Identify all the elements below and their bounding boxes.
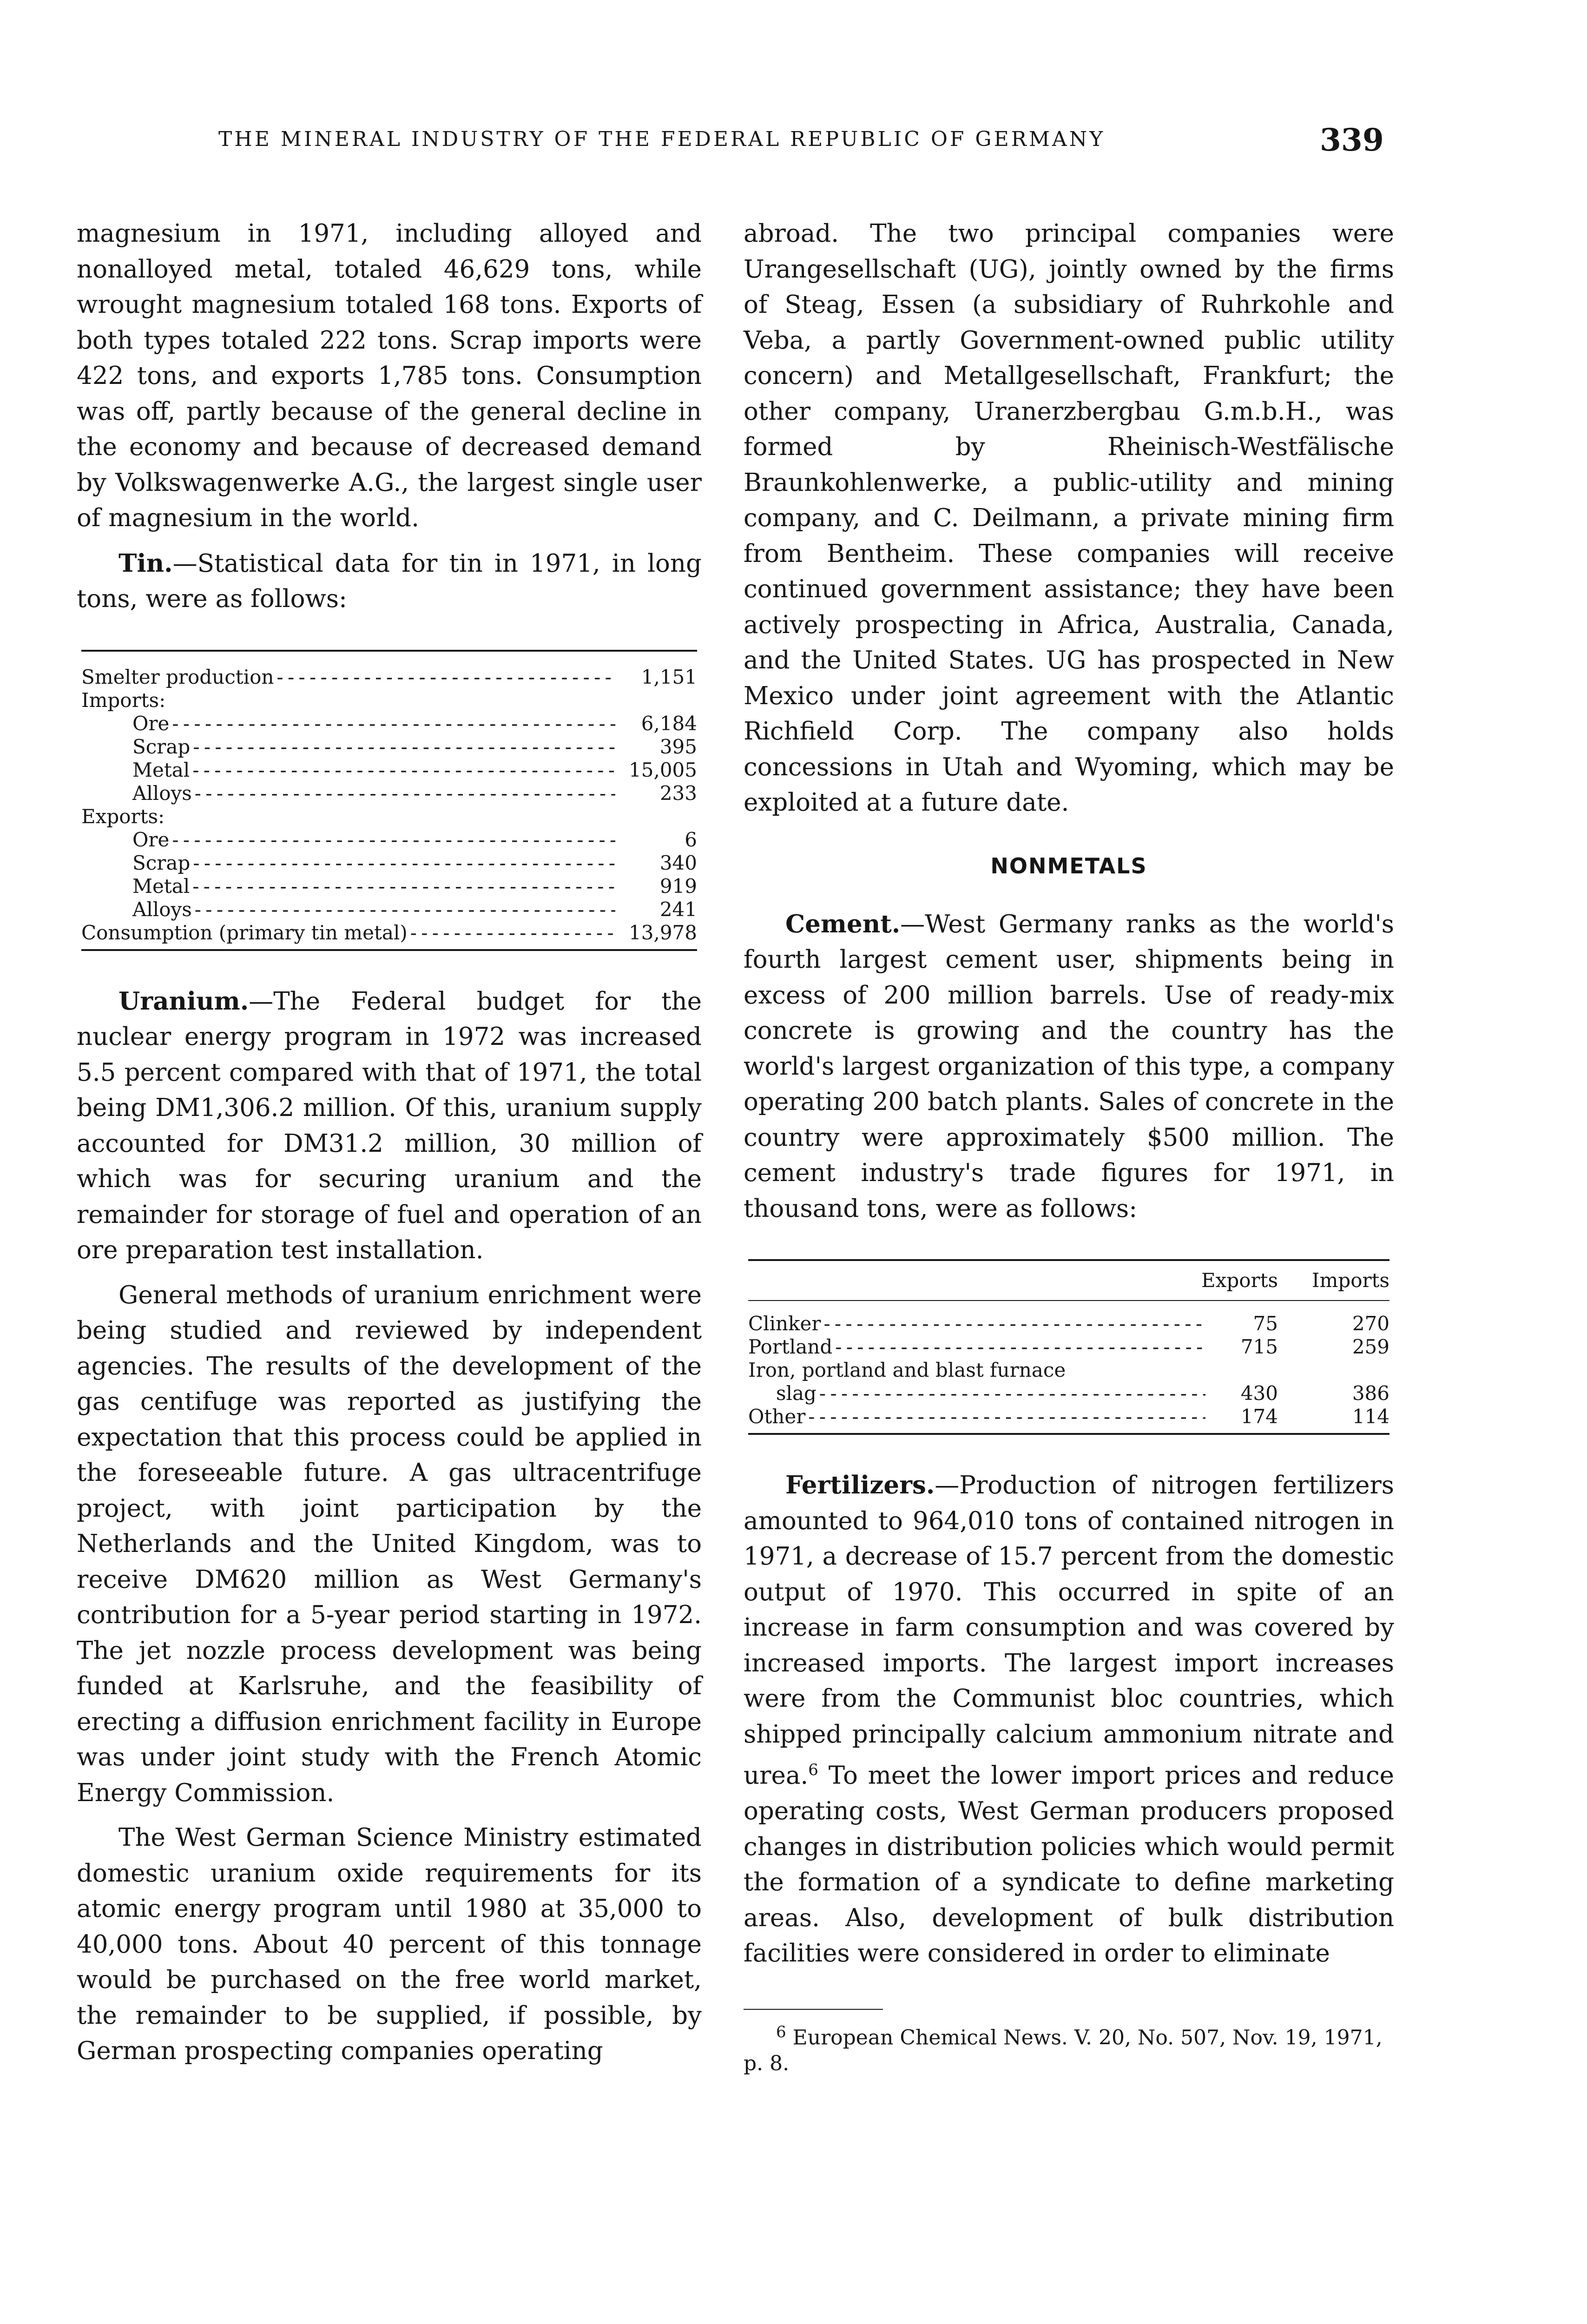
row-label: Clinker (748, 1312, 821, 1335)
exports-group-label: Exports: (81, 805, 165, 828)
leader-dots (192, 875, 615, 898)
table-row (77, 921, 702, 944)
leader-dots (277, 666, 615, 689)
row-label: Ore (132, 828, 170, 851)
paragraph-enrichment: General methods of uranium enrichment were being studied and reviewed by independent agencies. The results of the development of the gas centifuge was reported as justifying the expectation that this process could be applied in the foreseeable future. A gas ultracentrifuge project, with joint participation by the Netherlands and the United Kingdom, was to receive DM620 million as West Germany's contribution for a 5-year period starting in 1972. The jet nozzle process development was being funded at Karlsruhe, and the feasibility of erecting a diffusion enrichment facility in Europe was under joint study with the French Atomic Energy Commission. (77, 1281, 702, 1807)
paragraph-abroad: abroad. The two principal companies were Urangesellschaft (UG), jointly owned by the firms of Steag, Essen (a subsidiary of Ruhrkohle and Veba, a partly Government-owned public utility concern) and Metallgesellschaft, Frankfurt; the other company, Uranerzbergbau G.m.b.H., was formed by Rheinisch-Westfälische Braunkohlenwerke, a public-utility and mining company, and C. Deilmann, a private mining firm from Bentheim. These companies will receive continued government assistance; they have been actively prospecting in Africa, Australia, Canada, and the United States. UG has prospected in New Mexico under joint agreement with the Atlantic Richfield Corp. The company also holds concessions in Utah and Wyoming, which may be exploited at a future date. (744, 219, 1394, 817)
paragraph-science-ministry: The West German Science Ministry estimated domestic uranium oxide requirements for its atomic energy program until 1980 at 35,000 to 40,000 tons. About 40 percent of this tonnage would be purchased on the free world market, the remainder to be supplied, if possible, by German prospecting companies operating (77, 1823, 702, 2065)
footnote-text: European Chemical News. V. 20, No. 507, Nov. 19, 1971, p. 8. (744, 2026, 1383, 2076)
imports-group-label: Imports: (81, 688, 166, 712)
column-header-exports: Exports (1201, 1269, 1278, 1292)
leader-dots (195, 898, 615, 921)
row-label: Other (748, 1405, 806, 1428)
row-label: Metal (132, 758, 190, 781)
row-value: 1,151 (641, 665, 697, 688)
tin-text: —Statistical data for tin in 1971, in long tons, were as follows: (77, 549, 702, 613)
uranium-text: —The Federal budget for the nuclear energy program in 1972 was increased 5.5 percent compared with that of 1971, the total being DM1,306.2 million. Of this, uranium supply accounted for DM31.2 million, 30 million of which was for securing uranium and the remainder for storage of fuel and operation of an ore preparation test installation. (77, 987, 702, 1264)
footnote (744, 2019, 1394, 2077)
row-label: Ore (132, 712, 170, 735)
table-row (77, 875, 702, 898)
row-value: 340 (659, 851, 697, 874)
table-header (744, 1261, 1394, 1300)
table-row (744, 1312, 1394, 1335)
row-label: Scrap (132, 735, 191, 758)
paragraph-cement (744, 906, 1394, 1227)
cement-trade-table (744, 1259, 1394, 1435)
leader-dots (193, 735, 615, 759)
row-label: Iron, portland and blast furnace (748, 1359, 1066, 1381)
row-exports: 174 (1240, 1405, 1278, 1428)
row-label: Alloys (132, 781, 192, 805)
table-row (77, 735, 702, 759)
leader-dots (193, 852, 615, 875)
leader-dots (835, 1335, 1205, 1359)
leader-dots (195, 782, 615, 805)
leader-dots (172, 828, 615, 852)
row-exports: 715 (1240, 1335, 1278, 1358)
row-label: Portland (748, 1335, 833, 1358)
row-value: 241 (659, 898, 697, 921)
table-row (77, 759, 702, 782)
leader-dots (410, 921, 615, 944)
row-value: 233 (659, 781, 697, 805)
row-imports: 114 (1352, 1405, 1389, 1428)
leader-dots (819, 1382, 1205, 1405)
row-value: 919 (659, 874, 697, 898)
footnote-mark: 6 (776, 2022, 786, 2041)
table-row (77, 712, 702, 735)
row-imports: 386 (1352, 1382, 1389, 1405)
table-row (77, 898, 702, 921)
leader-dots (172, 712, 615, 735)
table-row (744, 1405, 1394, 1428)
row-label: Smelter production (81, 665, 274, 688)
paragraph-magnesium: magnesium in 1971, including alloyed and nonalloyed metal, totaled 46,629 tons, while wrought magnesium totaled 168 tons. Exports of both types totaled 222 tons. Scrap imports were 422 tons, and exports 1,785 tons. Consumption was off, partly because of the general decline in the economy and because of decreased demand by Volkswagenwerke A.G., the largest single user of magnesium in the world. (77, 219, 702, 532)
cement-runin-heading: Cement. (785, 909, 901, 938)
section-heading-nonmetals: NONMETALS (990, 853, 1147, 878)
tin-statistics-table (77, 650, 702, 951)
leader-dots (808, 1405, 1205, 1428)
fertilizers-text-continued: To meet the lower import prices and reduce operating costs, West German producers proposed changes in distribution policies which would permit the formation of a syndicate to define marketing areas. Also, development of bulk distribution facilities were considered in order to eliminate (744, 1761, 1394, 1968)
row-label: slag (776, 1382, 817, 1405)
footnote-reference: 6 (808, 1761, 818, 1779)
row-imports: 259 (1352, 1335, 1389, 1358)
table-row (744, 1335, 1394, 1359)
row-imports: 270 (1352, 1312, 1389, 1335)
table-row (744, 1382, 1394, 1405)
paragraph-fertilizers (744, 1467, 1394, 1972)
row-label: Scrap (132, 851, 191, 874)
row-value: 395 (659, 735, 697, 758)
paragraph-tin (77, 546, 702, 617)
uranium-runin-heading: Uranium. (119, 986, 249, 1016)
footnote-divider (744, 2009, 883, 2010)
table-row (77, 852, 702, 875)
row-label: Metal (132, 874, 190, 898)
row-value: 6,184 (641, 712, 697, 735)
row-value: 13,978 (629, 921, 697, 944)
page-number: 339 (1320, 122, 1384, 158)
leader-dots (192, 759, 615, 782)
table-row (77, 666, 702, 689)
row-label: Consumption (primary tin metal) (81, 921, 408, 944)
cement-text: —West Germany ranks as the world's fourth largest cement user, shipments being in excess of 200 million barrels. Use of ready-mix concrete is growing and the country has the world's largest organization of this type, a company operating 200 batch plants. Sales of concrete in the country were approximately $500 million. The cement industry's trade figures for 1971, in thousand tons, were as follows: (744, 910, 1394, 1223)
row-exports: 75 (1253, 1312, 1278, 1335)
table-rule (748, 1433, 1389, 1435)
table-rule (81, 949, 697, 951)
row-label: Alloys (132, 898, 192, 921)
leader-dots (823, 1312, 1205, 1335)
table-row (77, 782, 702, 805)
fertilizers-runin-heading: Fertilizers. (785, 1471, 935, 1499)
left-column (77, 216, 702, 2069)
row-value: 6 (685, 828, 697, 851)
column-header-imports: Imports (1311, 1269, 1389, 1292)
page-header (218, 122, 1384, 164)
row-exports: 430 (1240, 1382, 1278, 1405)
table-row (77, 828, 702, 852)
fertilizers-text: —Production of nitrogen fertilizers amounted to 964,010 tons of contained nitrogen in 1971, a decrease of 15.7 percent from the domestic output of 1970. This occurred in spite of an increase in farm consumption and was covered by increased imports. The largest import increases were from the Communist bloc countries, which shipped principally calcium ammonium nitrate and urea. (744, 1471, 1394, 1790)
tin-runin-heading: Tin. (119, 548, 173, 578)
row-value: 15,005 (629, 758, 697, 781)
paragraph-uranium (77, 984, 702, 1268)
running-head: THE MINERAL INDUSTRY OF THE FEDERAL REPUBLIC OF GERMANY (218, 127, 1106, 151)
right-column (744, 216, 1394, 2077)
